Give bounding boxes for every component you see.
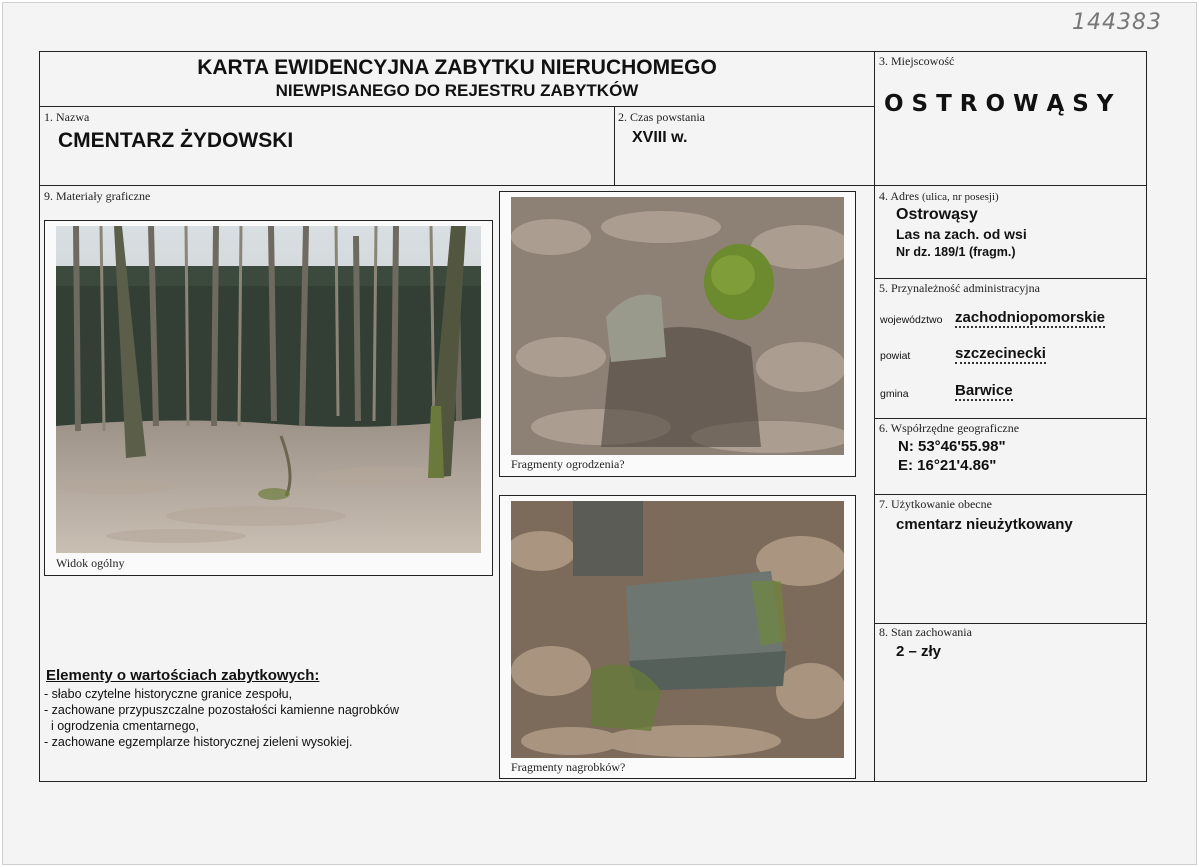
elementy-item: i ogrodzenia cmentarnego, (44, 719, 199, 733)
adres-label-suffix: (ulica, nr posesji) (922, 191, 999, 203)
adres-label (879, 189, 999, 204)
caption-top: Fragmenty ogrodzenia? (511, 457, 625, 471)
photo-forest (56, 226, 481, 553)
miejscowosc-label: 3. Miejscowość (879, 54, 955, 68)
elementy-item: - zachowane egzemplarze historycznej zieleni wysokiej. (44, 735, 353, 749)
adres-line1: Ostrowąsy (896, 206, 978, 223)
fence-image (511, 197, 844, 455)
tombstone-image (511, 501, 844, 758)
gmina-value: Barwice (955, 382, 1013, 399)
archive-number: 144383 (1072, 10, 1162, 35)
adres-line3: Nr dz. 189/1 (fragm.) (896, 245, 1016, 259)
wspolrzedne-n: N: 53°46'55.98" (898, 438, 1006, 455)
stan-value: 2 – zły (896, 643, 942, 660)
miejscowosc-value: OSTROWĄSY (884, 91, 1122, 117)
uzytkowanie-label: 7. Użytkowanie obecne (879, 497, 992, 511)
uzytkowanie-value: cmentarz nieużytkowany (896, 516, 1073, 533)
photo-tombstone (511, 501, 844, 758)
czas-value: XVIII w. (632, 129, 688, 146)
powiat-value: szczecinecki (955, 345, 1046, 362)
card-title: KARTA EWIDENCYJNA ZABYTKU NIERUCHOMEGO (197, 56, 717, 79)
elementy-item: - zachowane przypuszczalne pozostałości kamienne nagrobków (44, 703, 400, 717)
card-subtitle: NIEWPISANEGO DO REJESTRU ZABYTKÓW (275, 81, 639, 100)
wojewodztwo-value: zachodniopomorskie (955, 309, 1106, 326)
adres-label-prefix: 4. Adres (879, 189, 919, 203)
wspolrzedne-label: 6. Współrzędne geograficzne (879, 421, 1020, 435)
miejscowosc-box (874, 51, 1147, 186)
caption-bottom: Fragmenty nagrobków? (511, 760, 626, 774)
wojewodztwo-label: województwo (880, 314, 943, 326)
czas-label: 2. Czas powstania (618, 110, 705, 124)
stan-label: 8. Stan zachowania (879, 625, 972, 639)
przynaleznosc-label: 5. Przynależność administracyjna (879, 281, 1040, 295)
photo-fence (511, 197, 844, 455)
materialy-label: 9. Materiały graficzne (44, 189, 151, 203)
nazwa-value: CMENTARZ ŻYDOWSKI (58, 129, 294, 152)
gmina-label: gmina (880, 388, 909, 400)
forest-image (56, 226, 481, 553)
elementy-list (44, 686, 399, 750)
powiat-label: powiat (880, 350, 911, 362)
caption-main: Widok ogólny (56, 556, 125, 570)
uzytkowanie-box (874, 494, 1147, 624)
wspolrzedne-e: E: 16°21'4.86" (898, 457, 997, 474)
nazwa-label: 1. Nazwa (44, 110, 90, 124)
elementy-title: Elementy o wartościach zabytkowych: (46, 667, 320, 684)
elementy-item: - słabo czytelne historyczne granice zespołu, (44, 687, 293, 701)
adres-line2: Las na zach. od wsi (896, 226, 1027, 242)
